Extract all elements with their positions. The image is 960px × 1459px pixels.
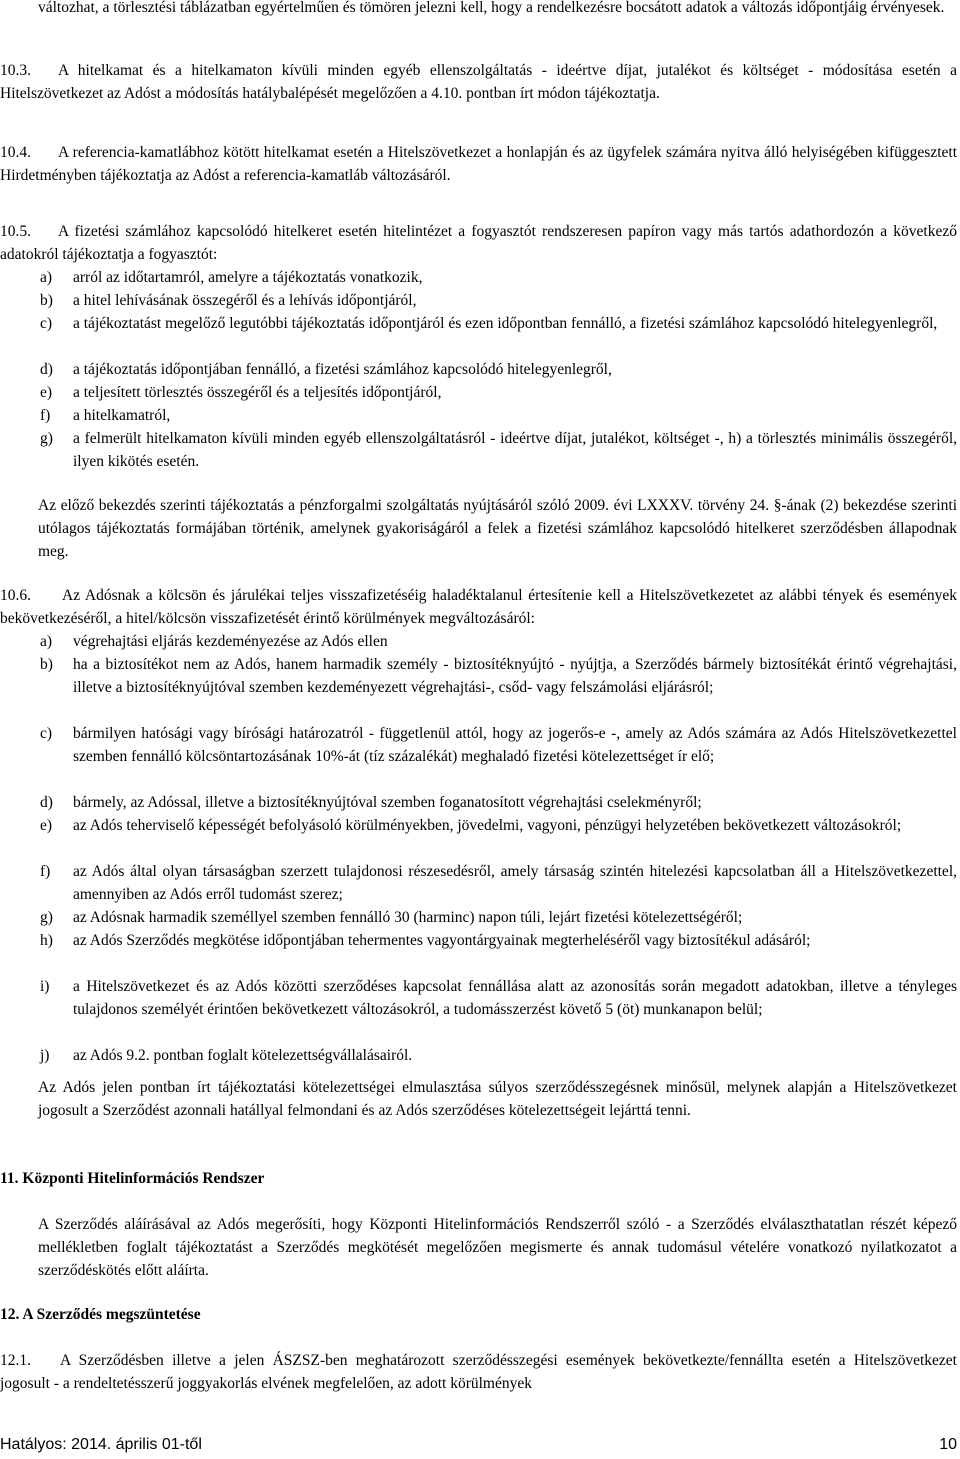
page-footer	[0, 1433, 957, 1456]
section-number-12-1: 12.1.	[0, 1352, 31, 1369]
heading-section-11: 11. Központi Hitelinformációs Rendszer	[0, 1170, 265, 1187]
section-number-10-5: 10.5.	[0, 223, 31, 240]
list-item: az Adós által olyan társaságban szerzett tulajdonosi részesedésről, amely társaság szintén hitelezési kapcsolatban áll a Hitelszövetkezettel, amennyiben az Adós erről tudomást szerez;	[73, 863, 957, 903]
paragraph-12-1: A Szerződésben illetve a jelen ÁSZSZ-ben meghatározott szerződésszegési események bekövetkezte/fennállta esetén a Hitelszövetkezet jogosult - a rendeltetésszerű joggyakorlás elvének megfelelően, az adott körülmények	[0, 1352, 957, 1392]
paragraph-10-5-intro: A fizetési számlához kapcsolódó hitelkeret esetén hitelintézet a fogyasztót rendszeresen papíron vagy más tartós adathordozón a következő adatokról tájékoztatja a fogyasztót:	[0, 223, 957, 263]
paragraph-10-6-intro: Az Adósnak a kölcsön és járulékai teljes visszafizetéséig haladéktalanul értesítenie kell a Hitelszövetkezetet az alábbi tények és események bekövetkezéséről, a hitel/kölcsön visszafizetését érintő körülmények megváltozásáról:	[0, 587, 957, 627]
list-marker: f)	[40, 863, 51, 880]
list-item: az Adósnak harmadik személlyel szemben fennálló 30 (harminc) napon túli, lejárt fizetési kötelezettségéről;	[73, 909, 743, 926]
list-item: az Adós 9.2. pontban foglalt kötelezettségvállalásairól.	[73, 1047, 413, 1064]
list-item: a felmerült hitelkamaton kívüli minden egyéb ellenszolgáltatásról - ideértve díjat, jutalékot, költséget -, h) a törlesztés minimális összegéről, ilyen kikötés esetén.	[73, 430, 957, 470]
paragraph-10-4: A referencia-kamatlábhoz kötött hitelkamat esetén a Hitelszövetkezet a honlapján és az ügyfelek számára nyitva álló helyiségében kifüggesztett Hirdetményben tájékoztatja az Adóst a referencia-kamatláb változásáról.	[0, 144, 957, 184]
list-marker: c)	[40, 725, 53, 742]
list-marker: b)	[40, 656, 53, 673]
paragraph-10-6-after: Az Adós jelen pontban írt tájékoztatási kötelezettségei elmulasztása súlyos szerződésszegésnek minősül, melynek alapján a Hitelszövetkezet jogosult a Szerződést azonnali hatállyal felmondani és az Adós szerződéses kötelezettségeit lejárttá tenni.	[38, 1079, 957, 1119]
list-marker: c)	[40, 315, 53, 332]
list-marker: a)	[40, 269, 53, 286]
list-item: ha a biztosítékot nem az Adós, hanem harmadik személy - biztosítéknyújtó - nyújtja, a Szerződés bármely biztosítékát érintő végrehajtási, illetve a biztosítéknyújtóval szemben kezdeményezett végrehajtási-, csőd- vagy felszámolási eljárásról;	[73, 656, 957, 696]
list-marker: d)	[40, 794, 53, 811]
list-marker: e)	[40, 817, 53, 834]
list-item: a teljesített törlesztés összegéről és a teljesítés időpontjáról,	[73, 384, 442, 401]
list-item: az Adós Szerződés megkötése időpontjában tehermentes vagyontárgyainak megterheléséről vagy biztosítékul adásáról;	[73, 932, 811, 949]
paragraph-10-5-after: Az előző bekezdés szerinti tájékoztatás a pénzforgalmi szolgáltatás nyújtásáról szóló 2009. évi LXXXV. törvény 24. §-ának (2) bekezdése szerinti utólagos tájékoztatás formájában történik, amelynek gyakoriságáról a felek a fizetési számlához kapcsolódó hitelkeret szerződésben állapodnak meg.	[38, 497, 957, 560]
list-item: az Adós teherviselő képességét befolyásoló körülményekben, jövedelmi, vagyoni, pénzügyi helyzetében bekövetkezett változásokról;	[73, 817, 902, 834]
page-number: 10	[939, 1436, 957, 1453]
paragraph-top: változhat, a törlesztési táblázatban egyértelműen és tömören jelezni kell, hogy a rendelkezésre bocsátott adatok a változás időpontjáig érvényesek.	[38, 0, 945, 16]
list-marker: d)	[40, 361, 53, 378]
list-item: a hitel lehívásának összegéről és a lehívás időpontjáról,	[73, 292, 417, 309]
heading-section-12: 12. A Szerződés megszüntetése	[0, 1306, 201, 1323]
list-item: bármilyen hatósági vagy bírósági határozatról - függetlenül attól, hogy az jogerős-e -, amely az Adós számára az Adós Hitelszövetkezettel szemben fennálló kölcsöntartozásának 10%-át (tíz százalékát) meghaladó fizetési kötelezettséget ír elő;	[73, 725, 957, 765]
list-item: a tájékoztatást megelőző legutóbbi tájékoztatás időpontjáról és ezen időpontban fennálló, a fizetési számlához kapcsolódó hitelegyenlegről,	[73, 315, 938, 332]
list-item: bármely, az Adóssal, illetve a biztosítéknyújtóval szemben foganatosított végrehajtási cselekményről;	[73, 794, 702, 811]
list-item: a hitelkamatról,	[73, 407, 171, 424]
list-item: végrehajtási eljárás kezdeményezése az Adós ellen	[73, 633, 388, 650]
list-item: a tájékoztatás időpontjában fennálló, a fizetési számlához kapcsolódó hitelegyenlegről,	[73, 361, 612, 378]
list-marker: j)	[40, 1047, 50, 1064]
list-marker: b)	[40, 292, 53, 309]
list-marker: e)	[40, 384, 53, 401]
list-marker: g)	[40, 430, 53, 447]
section-number-10-4: 10.4.	[0, 144, 31, 161]
list-marker: f)	[40, 407, 51, 424]
list-item: arról az időtartamról, amelyre a tájékoztatás vonatkozik,	[73, 269, 423, 286]
paragraph-11: A Szerződés aláírásával az Adós megerősíti, hogy Központi Hitelinformációs Rendszerről szóló - a Szerződés elválaszthatatlan részét képező mellékletben foglalt tájékoztatást a Szerződés megkötését megelőzően megismerte és annak tudomásul vételére vonatkozó nyilatkozatot a szerződéskötés előtt aláírta.	[38, 1216, 957, 1279]
list-marker: g)	[40, 909, 53, 926]
list-marker: h)	[40, 932, 53, 949]
paragraph-10-3: A hitelkamat és a hitelkamaton kívüli minden egyéb ellenszolgáltatás - ideértve díjat, jutalékot és költséget - módosítása esetén a Hitelszövetkezet az Adóst a módosítás hatálybalépését megelőzően a 4.10. pontban írt módon tájékoztatja.	[0, 62, 957, 102]
list-item: a Hitelszövetkezet és az Adós közötti szerződéses kapcsolat fennállása alatt az azonosítás során megadott adatokban, illetve a tényleges tulajdonos személyét érintően bekövetkezett változásokról, a tudomásszerzést követő 5 (öt) munkanapon belül;	[73, 978, 957, 1018]
list-marker: a)	[40, 633, 53, 650]
list-marker: i)	[40, 978, 50, 995]
section-number-10-6: 10.6.	[0, 587, 31, 604]
section-number-10-3: 10.3.	[0, 62, 31, 79]
footer-effective-date: Hatályos: 2014. április 01-től	[0, 1436, 202, 1453]
